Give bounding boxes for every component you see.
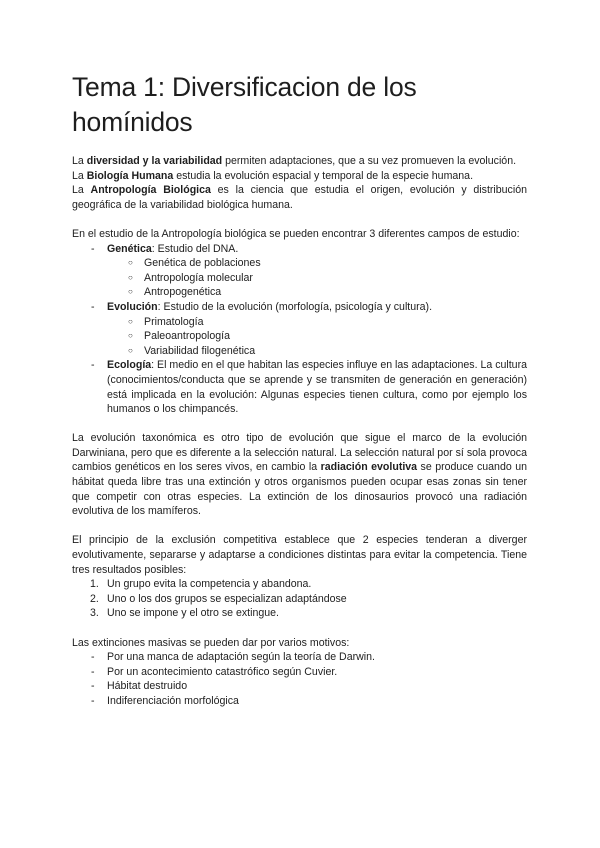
intro-paragraph-diversity: La diversidad y la variabilidad permiten adaptaciones, que a su vez promueven la evolución.	[72, 155, 517, 167]
list-item: ○ Paleoantropología	[72, 329, 527, 344]
list-item: - Por una manca de adaptación según la teoría de Darwin.	[72, 650, 527, 665]
list-item: ○ Antropogenética	[72, 285, 527, 300]
fields-intro: En el estudio de la Antropología biológica se pueden encontrar 3 diferentes campos de estudio:	[72, 227, 520, 240]
list-item: 1. Un grupo evita la competencia y abandona.	[90, 578, 312, 591]
list-item: - Ecología: El medio en el que habitan las especies influye en las adaptaciones. La cultura (conocimientos/conducta que se aprende y se transmiten de generación en generación) está implicada en la evolución: Algunas especies tienen cultura, como por ejemplo los humanos o los chimpancés.	[72, 358, 527, 416]
competitive-exclusion-paragraph: El principio de la exclusión competitiva establece que 2 especies tenderan a diverger evolutivamente, separarse y adaptarse a condiciones distintas para evitar la competencia. Tiene tres resultados posibles:	[72, 534, 527, 576]
exclusion-results-list	[72, 577, 527, 621]
list-item: 3. Uno se impone y el otro se extingue.	[90, 607, 279, 620]
list-item: - Genética: Estudio del DNA.	[72, 242, 527, 257]
list-item: - Indiferenciación morfológica	[72, 694, 527, 709]
page-title: Tema 1: Diversificacion de los homínidos	[72, 72, 417, 137]
list-item: ○ Primatología	[72, 315, 527, 330]
list-item: 2. Uno o los dos grupos se especializan adaptándose	[90, 592, 347, 605]
list-item: - Evolución: Estudio de la evolución (morfología, psicología y cultura).	[72, 300, 527, 315]
mass-extinctions-list	[72, 650, 527, 708]
list-item: - Por un acontecimiento catastrófico según Cuvier.	[72, 665, 527, 680]
intro-paragraph-biological-anthropology: La Antropología Biológica es la ciencia que estudia el origen, evolución y distribución geográfica de la variabilidad biológica humana.	[72, 184, 527, 211]
taxonomic-evolution-paragraph: La evolución taxonómica es otro tipo de evolución que sigue el marco de la evolución Darwiniana, pero que es diferente a la selección natural. La selección natural por sí sola provoca cambios genéticos en los seres vivos, en cambio la radiación evolutiva se produce cuando un hábitat queda libre tras una extinción y otros organismos pueden ocupar esas zonas sin tener que competir con otras especies. La extinción de los dinosaurios provocó una radiación evolutiva de los mamíferos.	[72, 432, 527, 518]
mass-extinctions-intro: Las extinciones masivas se pueden dar por varios motivos:	[72, 636, 350, 649]
intro-paragraph-human-biology: La Biología Humana estudia la evolución espacial y temporal de la especie humana.	[72, 169, 474, 182]
list-item: ○ Antropología molecular	[72, 271, 527, 286]
document-page	[72, 70, 527, 709]
list-item: ○ Genética de poblaciones	[72, 256, 527, 271]
list-item: - Hábitat destruido	[72, 679, 527, 694]
list-item: ○ Variabilidad filogenética	[72, 344, 527, 359]
fields-list	[72, 242, 527, 417]
